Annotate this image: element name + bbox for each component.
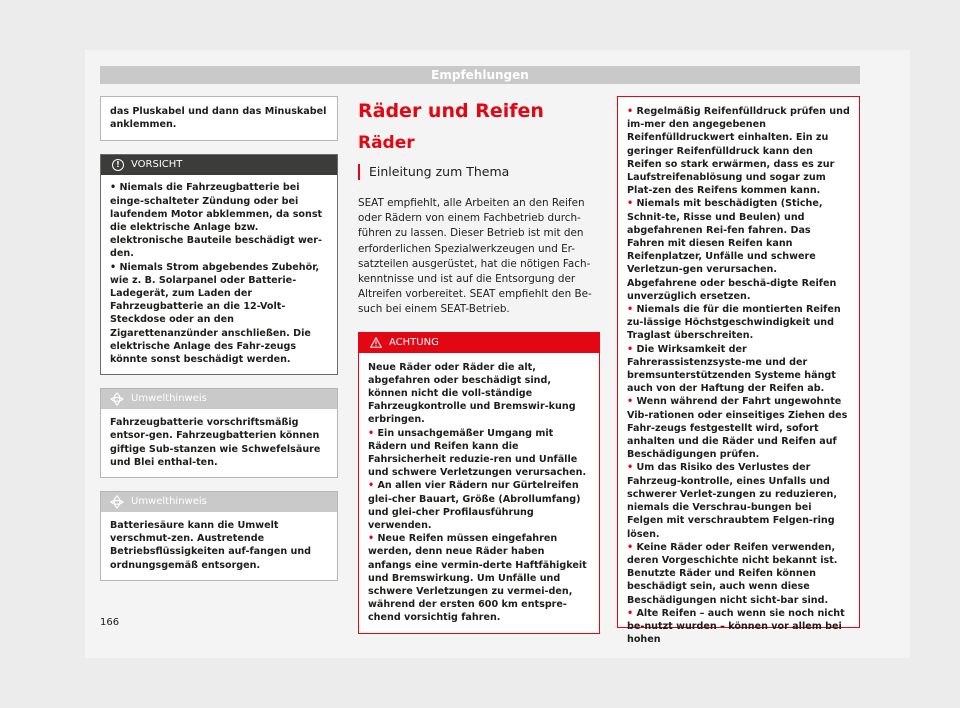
warning-item-text: Neue Reifen müssen eingefahren werden, denn neue Räder haben anfangs eine vermin-derte Haftfähigkeit und Bremswirkung. Um Unfälle und schwere Verletzungen zu vermei-den, während der ersten 600 km entspre-chend vorsichtig fahren. [368,533,587,624]
warning-label: ACHTUNG [389,336,439,348]
bullet-icon: • [627,106,637,117]
leaf-icon [110,495,124,509]
environment-note-box [100,388,338,478]
bullet-icon: • [368,533,378,545]
left-column [100,96,338,581]
right-column [617,96,860,646]
page-header-title: Empfehlungen [431,68,529,82]
leaf-icon [110,392,124,406]
bullet-icon: • [627,541,637,553]
body-paragraph: SEAT empfiehlt, alle Arbeiten an den Reifen oder Rädern von einem Fachbetrieb durch-führen zu lassen. Dieser Betrieb ist mit den erforderlichen Spezialwerkzeugen und Er-satzteilen ausgerüstet, hat die nötigen Fach-kenntnisse und ist auf die Entsorgung der Altreifen vorbereitet. SEAT empfiehlt den Be-such bei einem SEAT-Betrieb. [358,197,592,316]
warning-header [359,333,599,353]
bullet-icon: • [627,343,637,355]
warning-item-text: An allen vier Rädern nur Gürtelreifen glei-cher Bauart, Größe (Abrollumfang) und glei-cher Profilausführung verwenden. [368,480,581,532]
subsection-heading [358,164,600,180]
caution-item [110,181,328,260]
section-title: Räder [358,133,415,153]
warning-box [358,332,600,634]
bullet-icon: • [627,304,637,316]
bullet-icon: • [627,198,637,210]
middle-column [358,96,600,634]
warning-triangle-icon [370,337,382,348]
warning-continuation-box [617,96,860,646]
warning-item [627,607,850,647]
environment-note-header [101,389,337,409]
intro-note-text: das Pluskabel und dann das Minuskabel anklemmen. [110,106,327,131]
bullet-icon: • [368,427,378,439]
caution-item-text: Niemals Strom abgebendes Zubehör, wie z. B. Solarpanel oder Batterie-Ladegerät, zum Laden der Fahrzeugbatterie an die 12-Volt-Steckdose oder an den Zigarettenanzünder anschließen. Die elektrische Anlage des Fahr-zeugs könnte sonst beschädigt werden. [110,261,320,366]
bullet-icon: • [627,607,637,619]
intro-note-box [100,96,338,141]
caution-header [101,155,337,175]
subsection-title: Einleitung zum Thema [369,164,510,179]
warning-item-text: Um das Risiko des Verlustes der Fahrzeug-kontrolle, eines Unfalls und schwerer Verlet-zungen zu reduzieren, niemals die Verschrau-bungen bei Felgen mit verschraubtem Felgen-ring lösen. [627,462,837,540]
warning-item-text: Wenn während der Fahrt ungewohnte Vib-rationen oder einseitiges Ziehen des Fahr-zeugs festgestellt wird, sofort anhalten und die Räder und Reifen auf Beschädigungen prüfen. [627,396,848,461]
warning-list [359,353,599,633]
warning-item-text: Niemals die für die montierten Reifen zu-lässige Höchstgeschwindigkeit und Traglast überschreiten. [627,304,841,342]
warning-item [368,532,590,624]
warning-item [368,479,590,532]
warning-item [627,197,850,303]
bullet-icon: • [627,462,637,474]
warning-item [627,395,850,461]
caution-item [110,261,328,367]
warning-item [368,427,590,480]
caution-list [101,175,337,374]
environment-note-label: Umwelthinweis [131,393,207,405]
bullet-icon: • [368,480,378,492]
chapter-title: Räder und Reifen [358,100,544,122]
bullet-icon: • [110,182,120,194]
warning-item-text: Die Wirksamkeit der Fahrerassistenzsyste-me und der bremsunterstützenden Systeme hängt auch von der Haftung der Reifen ab. [627,343,836,395]
bullet-icon: • [110,261,120,273]
warning-item [627,105,850,197]
warning-item-text: Alte Reifen – auch wenn sie noch nicht be-nutzt wurden – können vor allem bei hohen [627,607,845,646]
warning-item [627,461,850,540]
warning-item-text: Ein unsachgemäßer Umgang mit Rädern und Reifen kann die Fahrsicherheit reduzie-ren und Unfälle und schwere Verletzungen verursachen. [368,427,587,479]
caution-label: VORSICHT [131,159,183,171]
page-number: 166 [100,617,120,628]
warning-item [627,343,850,396]
warning-intro: Neue Räder oder Räder die alt, abgefahren oder beschädigt sind, können nicht die voll-ständige Fahrzeugkontrolle und Bremswir-kung erbringen. [368,361,576,426]
environment-note-label: Umwelthinweis [131,496,207,508]
caution-item-text: Niemals die Fahrzeugbatterie bei einge-schalteter Zündung oder bei laufendem Motor abklemmen, da sonst die elektrische Anlage bzw. elektronische Bauteile beschädigt wer-den. [110,182,323,260]
warning-item [627,303,850,343]
warning-item [627,541,850,607]
warning-item-text: Regelmäßig Reifenfülldruck prüfen und im-mer den angegebenen Reifenfülldruckwert einhalten. Ein zu geringer Reifenfülldruck kann den Reifen so stark erwärmen, dass es zur Laufstreifenablösung und sogar zum Plat-zen des Reifens kommen kann. [627,106,850,197]
caution-box [100,154,338,375]
warning-item-text: Niemals mit beschädigten (Stiche, Schnit-te, Risse und Beulen) und abgefahrenen Rei-fen fahren. Das Fahren mit diesen Reifen kann Reifenplatzer, Unfälle und schwere Verletzun-gen verursachen. Abgefahrene oder beschä-digte Reifen unverzüglich ersetzen. [627,198,837,302]
environment-note-text: Batteriesäure kann die Umwelt verschmut-zen. Austretende Betriebsflüssigkeiten auf-fangen und ordnungsgemäß entsorgen. [110,520,312,571]
info-circle-icon: ! [112,159,124,171]
environment-note-box [100,491,338,581]
environment-note-text: Fahrzeugbatterie vorschriftsmäßig entsor-gen. Fahrzeugbatterien können giftige Sub-stanzen wie Schwefelsäure und Blei enthal-ten. [110,417,321,468]
environment-note-header [101,492,337,512]
warning-item-text: Keine Räder oder Reifen verwenden, deren Vorgeschichte nicht bekannt ist. Benutzte Räder und Reifen können beschädigt sein, auch wenn diese Beschädigungen nicht sicht-bar sind. [627,541,838,606]
bullet-icon: • [627,396,637,408]
